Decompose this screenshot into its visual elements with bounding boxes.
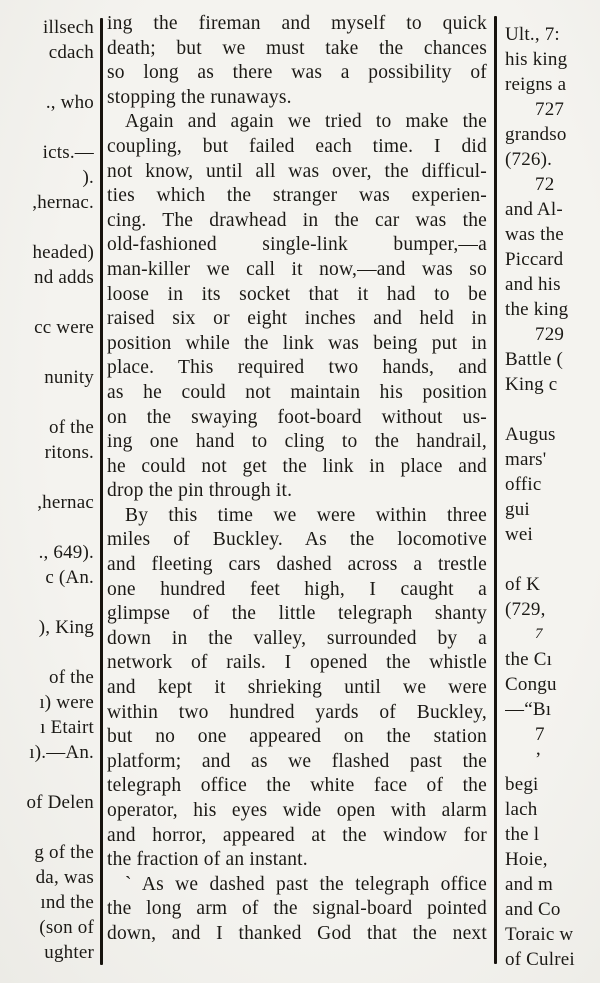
text-line: of the [49,417,94,438]
text-line: of the [49,667,94,688]
left-column-fragment [0,15,96,965]
text-line: drop the pin through it. [107,480,293,502]
text-line: ). [82,167,94,188]
text-line: and kept it shrieking until we were [107,677,487,699]
text-line: begi [505,774,539,795]
text-line: of Delen [26,792,94,813]
text-line: 72 [535,174,555,195]
text-line: and Al- [505,199,563,220]
text-line: (son of [39,917,94,938]
text-line: 729 [535,324,565,345]
text-line: offic [505,474,542,495]
text-line: nd adds [34,267,94,288]
text-line: coupling, but failed each time. I did [107,135,487,157]
text-line: grandso [505,124,567,145]
text-line: the fraction of an instant. [107,849,308,871]
text-line: network of rails. I opened the whistle [107,652,487,674]
text-line: mars' [505,449,547,470]
text-line [0,340,96,365]
text-line: as he could not maintain his position [107,381,487,403]
text-line: he could not get the link in place and [107,455,487,477]
text-line [0,115,96,140]
text-line: Augus [505,424,556,445]
text-line: da, was [35,867,94,888]
text-line: ınd the [40,892,94,913]
text-line: ughter [44,942,94,963]
text-line: Ult., 7: [505,24,560,45]
text-line: ,hernac. [32,192,94,213]
text-line: King c [505,374,558,395]
text-line: platform; and as we flashed past the [107,750,487,772]
column-divider-left [100,18,103,965]
text-line: Battle ( [505,349,564,370]
text-line: Piccard [505,249,564,270]
text-line: (726). [505,149,553,170]
text-line: —“Bı [505,699,552,720]
text-line: one hundred feet high, I caught a [107,578,487,600]
text-line: raised six or eight inches and held in [107,308,487,330]
text-line: ritons. [44,442,94,463]
text-line: cing. The drawhead in the car was the [107,209,487,231]
text-line: man-killer we call it now,—and was so [107,258,487,280]
text-line: lach [505,799,538,820]
text-line: gui [505,499,530,520]
text-line: on the swaying foot-board without us- [107,406,487,428]
text-line: wei [505,524,534,545]
text-line [505,547,600,572]
text-line: within two hundred yards of Buckley, [107,701,487,723]
text-line: and his [505,274,561,295]
text-line [0,390,96,415]
text-line: down in the valley, surrounded by a [107,627,487,649]
text-line [0,815,96,840]
text-line: ı) were [39,692,94,713]
text-line: was the [505,224,564,245]
text-line: icts.— [42,142,94,163]
text-line [0,65,96,90]
text-line [0,640,96,665]
text-line: illsech [43,17,94,38]
text-line: loose in its socket that it had to be [107,283,487,305]
text-line [0,765,96,790]
text-line: cc were [34,317,94,338]
text-line: By this time we were within three [125,504,487,526]
text-line: ’ [535,749,542,770]
text-line: so long as there was a possibility of [107,62,487,84]
text-line: but no one appeared on the station [107,726,487,748]
text-line: c (An. [45,567,94,588]
text-line: telegraph office the white face of the [107,775,487,797]
text-line: 7 [535,626,543,642]
text-line: ı Etairt [40,717,94,738]
text-line [0,515,96,540]
text-line: death; but we must take the chances [107,37,487,59]
text-line: 727 [535,99,565,120]
text-line: ., 649). [38,542,94,563]
text-line: headed) [32,242,94,263]
right-column-fragment [505,22,600,972]
text-line: down, and I thanked God that the next [107,922,487,944]
text-line: ., who [45,92,94,113]
text-line: reigns a [505,74,567,95]
text-line: Congu [505,674,557,695]
text-line: of K [505,574,541,595]
text-line: ,hernac [37,492,94,513]
text-line: nunity [44,367,94,388]
text-line: and horror, appeared at the window for [107,824,487,846]
text-line: and m [505,874,553,895]
text-line: old-fashioned single-link bumper,—a [107,234,487,256]
text-line: miles of Buckley. As the locomotive [107,529,487,551]
column-divider-right [494,16,497,964]
text-line: Toraic w [505,924,574,945]
text-line: ing the fireman and myself to quick [107,13,487,34]
text-line [505,397,600,422]
text-line: the long arm of the signal-board pointed [107,898,487,920]
text-line: g of the [34,842,94,863]
text-line: ties which the stranger was experien- [107,185,487,207]
text-line [0,290,96,315]
text-line: cdach [48,42,94,63]
text-line: and fleeting cars dashed across a trestle [107,554,487,576]
main-text-column [107,12,487,947]
text-line: ing one hand to cling to the handrail, [107,431,487,453]
text-line [0,215,96,240]
text-line [0,590,96,615]
text-line: not know, until all was over, the difficul- [107,160,487,182]
text-line [0,465,96,490]
text-line: the l [505,824,540,845]
text-line: the king [505,299,569,320]
text-line: 7 [535,724,545,745]
text-line: of Culrei [505,949,575,970]
text-line: Hoie, [505,849,548,870]
text-line: (729, [505,599,546,620]
text-line: stopping the runaways. [107,86,292,108]
text-line: Again and again we tried to make the [125,111,487,133]
text-line: ı).—An. [29,742,94,763]
text-line: position while the link was being put in [107,332,487,354]
text-line: and Co [505,899,561,920]
text-line: ), King [38,617,94,638]
text-line: operator, his eyes wide open with alarm [107,800,487,821]
text-line: his king [505,49,568,70]
text-line: place. This required two hands, and [107,357,487,379]
text-line: ` As we dashed past the telegraph office [125,873,487,895]
text-line: glimpse of the little telegraph shanty [107,603,487,625]
text-line: the Cı [505,649,553,670]
